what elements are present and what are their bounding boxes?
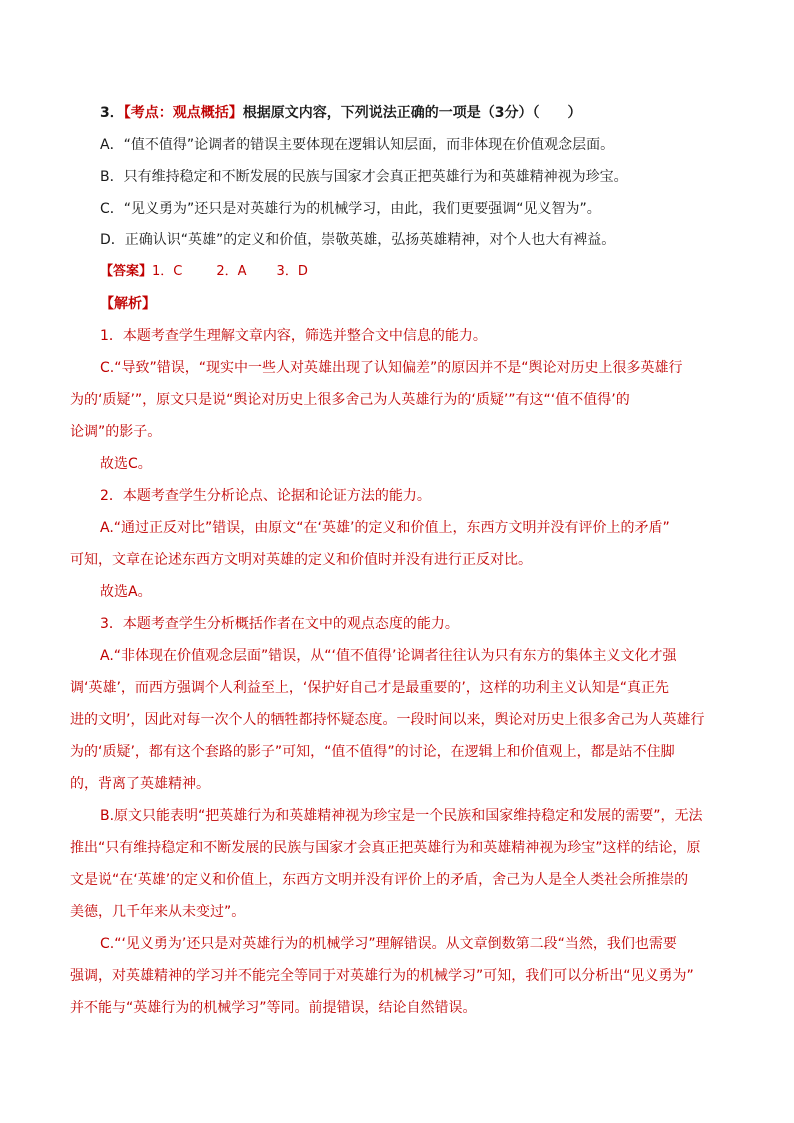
analysis-line: 1．本题考查学生理解文章内容，筛选并整合文中信息的能力。	[100, 328, 487, 344]
answer-item: 1．C	[152, 264, 183, 279]
analysis-line: 强调，对英雄精神的学习并不能完全等同于对英雄行为的机械学习”可知，我们可以分析出“见义勇为”	[70, 968, 694, 984]
option-c: C．“见义勇为”还只是对英雄行为的机械学习，由此，我们更要强调“见义智为”。	[100, 201, 601, 217]
answer-item: 2．A	[216, 264, 247, 279]
analysis-line: 论调”的影子。	[70, 424, 162, 440]
option-d: D．正确认识“英雄”的定义和价值，崇敬英雄，弘扬英雄精神，对个人也大有裨益。	[100, 232, 616, 248]
analysis-line: 调‘英雄’，而西方强调个人利益至上，‘保护好自己才是最重要的’，这样的功利主义认知是“真正先	[70, 680, 670, 696]
question-tag: 【考点：观点概括】	[123, 105, 243, 121]
analysis-line: 推出“只有维持稳定和不断发展的民族与国家才会真正把英雄行为和英雄精神视为珍宝”这样的结论，原	[70, 840, 701, 856]
analysis-line: A.“非体现在价值观念层面”错误，从“‘值不值得’论调者往往认为只有东方的集体主义文化才强	[100, 648, 677, 664]
option-a: A．“值不值得”论调者的错误主要体现在逻辑认知层面，而非体现在价值观念层面。	[100, 137, 615, 153]
question-stem: 根据原文内容，下列说法正确的一项是（3分）（ ）	[242, 105, 582, 121]
answer-label: 【答案】	[100, 264, 153, 279]
analysis-line: B.原文只能表明“把英雄行为和英雄精神视为珍宝是一个民族和国家维持稳定和发展的需要”，无法	[100, 808, 703, 824]
question-header	[100, 103, 582, 123]
analysis-line: 的，背离了英雄精神。	[70, 776, 210, 792]
analysis-line: 故选C。	[100, 456, 152, 472]
analysis-line: C.“‘见义勇为’还只是对英雄行为的机械学习”理解错误。从文章倒数第二段“当然，我们也需要	[100, 936, 677, 952]
analysis-line: 并不能与“英雄行为的机械学习”等同。前提错误，结论自然错误。	[70, 1000, 477, 1016]
analysis-line: 可知，文章在论述东西方文明对英雄的定义和价值时并没有进行正反对比。	[70, 552, 532, 568]
analysis-line: 为的‘质疑’，都有这个套路的影子”可知，“值不值得”的讨论，在逻辑上和价值观上，都是站不住脚	[70, 744, 675, 760]
question-number: 3．	[100, 105, 124, 121]
analysis-line: 美德，几千年来从未变过”。	[70, 904, 246, 920]
answer-line	[100, 262, 308, 282]
option-b: B．只有维持稳定和不断发展的民族与国家才会真正把英雄行为和英雄精神视为珍宝。	[100, 169, 628, 185]
answer-item: 3．D	[276, 264, 308, 279]
analysis-line: 3．本题考查学生分析概括作者在文中的观点态度的能力。	[100, 616, 459, 632]
analysis-line: 文是说“在‘英雄’的定义和价值上，东西方文明并没有评价上的矛盾，舍己为人是全人类社会所推崇的	[70, 872, 689, 888]
analysis-line: A.“通过正反对比”错误，由原文“在‘英雄’的定义和价值上，东西方文明并没有评价上的矛盾”	[100, 520, 670, 536]
analysis-label: 【解析】	[100, 296, 156, 312]
analysis-line: C.“导致”错误，“现实中一些人对英雄出现了认知偏差”的原因并不是“舆论对历史上很多英雄行	[100, 360, 683, 376]
analysis-line: 故选A。	[100, 584, 152, 600]
analysis-line: 2．本题考查学生分析论点、论据和论证方法的能力。	[100, 488, 431, 504]
analysis-line: 为的‘质疑’”，原文只是说“舆论对历史上很多舍己为人英雄行为的‘质疑’”有这“‘值不值得’的	[70, 392, 630, 408]
analysis-line: 进的文明’，因此对每一次个人的牺牲都持怀疑态度。一段时间以来，舆论对历史上很多舍己为人英雄行	[70, 712, 705, 728]
